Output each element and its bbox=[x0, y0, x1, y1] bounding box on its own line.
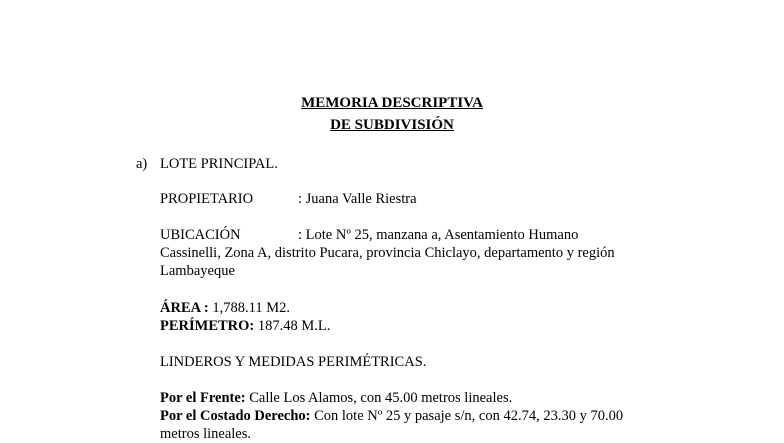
propietario-label: PROPIETARIO bbox=[160, 191, 254, 207]
linderos-heading: LINDEROS Y MEDIDAS PERIMÉTRICAS. bbox=[160, 354, 427, 370]
section-heading: LOTE PRINCIPAL. bbox=[160, 156, 278, 172]
document-title-line1: MEMORIA DESCRIPTIVA bbox=[301, 95, 483, 111]
ubicacion-value-line3: Lambayeque bbox=[160, 263, 235, 279]
frente-line bbox=[160, 390, 512, 407]
frente-label: Por el Frente: bbox=[160, 390, 246, 406]
perimetro-label: PERÍMETRO: bbox=[160, 318, 255, 334]
perimetro-line bbox=[160, 318, 330, 335]
frente-value: Calle Los Alamos, con 45.00 metros lineales. bbox=[249, 390, 513, 406]
area-line bbox=[160, 300, 290, 317]
costado-derecho-label: Por el Costado Derecho: bbox=[160, 408, 311, 424]
ubicacion-value-line2: Cassinelli, Zona A, distrito Pucara, provincia Chiclayo, departamento y región bbox=[160, 245, 615, 261]
document-title-line2: DE SUBDIVISIÓN bbox=[330, 117, 454, 133]
costado-derecho-value-line1: Con lote Nº 25 y pasaje s/n, con 42.74, 23.30 y 70.00 bbox=[314, 408, 624, 424]
propietario-value: : Juana Valle Riestra bbox=[298, 191, 417, 207]
area-value: 1,788.11 M2. bbox=[212, 300, 290, 316]
perimetro-value: 187.48 M.L. bbox=[257, 318, 331, 334]
area-label: ÁREA : bbox=[160, 300, 209, 316]
costado-derecho-line bbox=[160, 408, 623, 425]
section-marker: a) bbox=[136, 156, 148, 172]
ubicacion-label: UBICACIÓN bbox=[160, 227, 241, 243]
ubicacion-value-line1: : Lote Nº 25, manzana a, Asentamiento Humano bbox=[298, 227, 579, 243]
costado-derecho-value-line2: metros lineales. bbox=[160, 426, 252, 442]
